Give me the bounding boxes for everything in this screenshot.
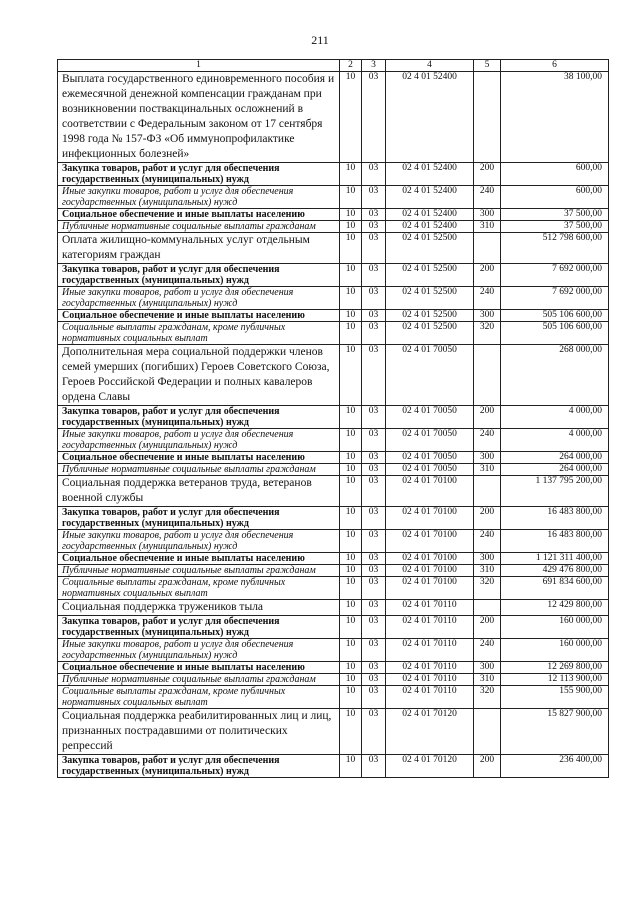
expense-type-code-cell: 300	[474, 662, 501, 674]
section-code-cell: 10	[340, 406, 362, 429]
expense-type-code-cell: 200	[474, 755, 501, 778]
amount-cell: 160 000,00	[501, 639, 609, 662]
section-code-cell: 10	[340, 686, 362, 709]
table-row	[58, 209, 609, 221]
item-name-cell: Дополнительная мера социальной поддержки членов семей умерших (погибших) Героев Советского Союза, Героев Российской Федерации и полных кавалеров ордена Славы	[58, 345, 340, 406]
table-row	[58, 577, 609, 600]
subsection-code-cell: 03	[362, 233, 386, 264]
item-name-cell: Иные закупки товаров, работ и услуг для обеспечения государственных (муниципальных) нужд	[58, 639, 340, 662]
section-code-cell: 10	[340, 464, 362, 476]
amount-cell: 600,00	[501, 163, 609, 186]
item-name-cell: Иные закупки товаров, работ и услуг для обеспечения государственных (муниципальных) нужд	[58, 530, 340, 553]
target-article-code-cell: 02 4 01 52500	[386, 264, 474, 287]
expense-type-code-cell	[474, 476, 501, 507]
expense-type-code-cell: 200	[474, 507, 501, 530]
amount-cell: 155 900,00	[501, 686, 609, 709]
subsection-code-cell: 03	[362, 429, 386, 452]
section-code-cell: 10	[340, 310, 362, 322]
budget-table	[57, 59, 609, 778]
subsection-code-cell: 03	[362, 565, 386, 577]
section-code-cell: 10	[340, 221, 362, 233]
table-row	[58, 221, 609, 233]
target-article-code-cell: 02 4 01 70100	[386, 577, 474, 600]
item-name-cell: Социальная поддержка реабилитированных лиц и лиц, признанных пострадавшими от политических репрессий	[58, 709, 340, 755]
table-row	[58, 72, 609, 163]
target-article-code-cell: 02 4 01 52500	[386, 287, 474, 310]
amount-cell: 600,00	[501, 186, 609, 209]
target-article-code-cell: 02 4 01 70100	[386, 565, 474, 577]
expense-type-code-cell: 300	[474, 310, 501, 322]
table-row	[58, 639, 609, 662]
subsection-code-cell: 03	[362, 322, 386, 345]
expense-type-code-cell: 300	[474, 452, 501, 464]
subsection-code-cell: 03	[362, 616, 386, 639]
target-article-code-cell: 02 4 01 70100	[386, 530, 474, 553]
amount-cell: 4 000,00	[501, 406, 609, 429]
section-code-cell: 10	[340, 709, 362, 755]
table-header-row	[58, 60, 609, 72]
expense-type-code-cell: 320	[474, 577, 501, 600]
target-article-code-cell: 02 4 01 52400	[386, 209, 474, 221]
target-article-code-cell: 02 4 01 70050	[386, 452, 474, 464]
amount-cell: 7 692 000,00	[501, 287, 609, 310]
table-row	[58, 345, 609, 406]
section-code-cell: 10	[340, 233, 362, 264]
expense-type-code-cell: 310	[474, 565, 501, 577]
amount-cell: 1 121 311 400,00	[501, 553, 609, 565]
target-article-code-cell: 02 4 01 70110	[386, 674, 474, 686]
subsection-code-cell: 03	[362, 577, 386, 600]
subsection-code-cell: 03	[362, 507, 386, 530]
section-code-cell: 10	[340, 600, 362, 616]
target-article-code-cell: 02 4 01 70050	[386, 406, 474, 429]
column-header: 2	[340, 60, 362, 72]
item-name-cell: Социальное обеспечение и иные выплаты населению	[58, 209, 340, 221]
table-row	[58, 310, 609, 322]
subsection-code-cell: 03	[362, 345, 386, 406]
subsection-code-cell: 03	[362, 476, 386, 507]
section-code-cell: 10	[340, 616, 362, 639]
item-name-cell: Социальные выплаты гражданам, кроме публичных нормативных социальных выплат	[58, 686, 340, 709]
expense-type-code-cell: 240	[474, 639, 501, 662]
section-code-cell: 10	[340, 345, 362, 406]
target-article-code-cell: 02 4 01 52500	[386, 310, 474, 322]
expense-type-code-cell: 200	[474, 616, 501, 639]
expense-type-code-cell	[474, 709, 501, 755]
item-name-cell: Иные закупки товаров, работ и услуг для обеспечения государственных (муниципальных) нужд	[58, 429, 340, 452]
section-code-cell: 10	[340, 507, 362, 530]
amount-cell: 1 137 795 200,00	[501, 476, 609, 507]
target-article-code-cell: 02 4 01 70050	[386, 345, 474, 406]
section-code-cell: 10	[340, 287, 362, 310]
section-code-cell: 10	[340, 662, 362, 674]
table-row	[58, 755, 609, 778]
amount-cell: 38 100,00	[501, 72, 609, 163]
expense-type-code-cell: 200	[474, 264, 501, 287]
section-code-cell: 10	[340, 72, 362, 163]
subsection-code-cell: 03	[362, 452, 386, 464]
item-name-cell: Закупка товаров, работ и услуг для обеспечения государственных (муниципальных) нужд	[58, 616, 340, 639]
table-row	[58, 163, 609, 186]
amount-cell: 37 500,00	[501, 221, 609, 233]
expense-type-code-cell: 320	[474, 322, 501, 345]
subsection-code-cell: 03	[362, 662, 386, 674]
item-name-cell: Социальные выплаты гражданам, кроме публичных нормативных социальных выплат	[58, 322, 340, 345]
column-header: 1	[58, 60, 340, 72]
item-name-cell: Социальная поддержка ветеранов труда, ветеранов военной службы	[58, 476, 340, 507]
amount-cell: 4 000,00	[501, 429, 609, 452]
amount-cell: 37 500,00	[501, 209, 609, 221]
column-header: 6	[501, 60, 609, 72]
table-row	[58, 600, 609, 616]
amount-cell: 268 000,00	[501, 345, 609, 406]
section-code-cell: 10	[340, 577, 362, 600]
expense-type-code-cell: 240	[474, 186, 501, 209]
target-article-code-cell: 02 4 01 52400	[386, 186, 474, 209]
item-name-cell: Публичные нормативные социальные выплаты гражданам	[58, 221, 340, 233]
amount-cell: 15 827 900,00	[501, 709, 609, 755]
subsection-code-cell: 03	[362, 406, 386, 429]
expense-type-code-cell	[474, 600, 501, 616]
subsection-code-cell: 03	[362, 530, 386, 553]
section-code-cell: 10	[340, 264, 362, 287]
expense-type-code-cell: 320	[474, 686, 501, 709]
section-code-cell: 10	[340, 209, 362, 221]
item-name-cell: Социальные выплаты гражданам, кроме публичных нормативных социальных выплат	[58, 577, 340, 600]
amount-cell: 7 692 000,00	[501, 264, 609, 287]
table-row	[58, 565, 609, 577]
item-name-cell: Социальная поддержка тружеников тыла	[58, 600, 340, 616]
subsection-code-cell: 03	[362, 755, 386, 778]
item-name-cell: Закупка товаров, работ и услуг для обеспечения государственных (муниципальных) нужд	[58, 264, 340, 287]
subsection-code-cell: 03	[362, 221, 386, 233]
target-article-code-cell: 02 4 01 70100	[386, 507, 474, 530]
table-row	[58, 507, 609, 530]
subsection-code-cell: 03	[362, 686, 386, 709]
item-name-cell: Оплата жилищно-коммунальных услуг отдельным категориям граждан	[58, 233, 340, 264]
section-code-cell: 10	[340, 553, 362, 565]
subsection-code-cell: 03	[362, 163, 386, 186]
section-code-cell: 10	[340, 476, 362, 507]
item-name-cell: Социальное обеспечение и иные выплаты населению	[58, 662, 340, 674]
table-row	[58, 464, 609, 476]
table-row	[58, 287, 609, 310]
section-code-cell: 10	[340, 565, 362, 577]
table-row	[58, 616, 609, 639]
target-article-code-cell: 02 4 01 52500	[386, 322, 474, 345]
table-row	[58, 686, 609, 709]
section-code-cell: 10	[340, 186, 362, 209]
item-name-cell: Иные закупки товаров, работ и услуг для обеспечения государственных (муниципальных) нужд	[58, 287, 340, 310]
section-code-cell: 10	[340, 674, 362, 686]
item-name-cell: Закупка товаров, работ и услуг для обеспечения государственных (муниципальных) нужд	[58, 507, 340, 530]
amount-cell: 16 483 800,00	[501, 507, 609, 530]
item-name-cell: Социальное обеспечение и иные выплаты населению	[58, 452, 340, 464]
amount-cell: 160 000,00	[501, 616, 609, 639]
expense-type-code-cell	[474, 72, 501, 163]
table-row	[58, 530, 609, 553]
expense-type-code-cell: 300	[474, 209, 501, 221]
table-row	[58, 709, 609, 755]
target-article-code-cell: 02 4 01 70100	[386, 553, 474, 565]
item-name-cell: Выплата государственного единовременного пособия и ежемесячной денежной компенсации гражданам при возникновении поствакцинальных осложнений в соответствии с Федеральным законом от 17 сентября 1998 года № 157-ФЗ «Об иммунопрофилактике инфекционных болезней»	[58, 72, 340, 163]
item-name-cell: Закупка товаров, работ и услуг для обеспечения государственных (муниципальных) нужд	[58, 755, 340, 778]
subsection-code-cell: 03	[362, 674, 386, 686]
section-code-cell: 10	[340, 163, 362, 186]
expense-type-code-cell: 240	[474, 287, 501, 310]
section-code-cell: 10	[340, 530, 362, 553]
subsection-code-cell: 03	[362, 310, 386, 322]
expense-type-code-cell: 310	[474, 674, 501, 686]
column-header: 3	[362, 60, 386, 72]
table-row	[58, 452, 609, 464]
expense-type-code-cell: 300	[474, 553, 501, 565]
subsection-code-cell: 03	[362, 709, 386, 755]
amount-cell: 264 000,00	[501, 452, 609, 464]
amount-cell: 512 798 600,00	[501, 233, 609, 264]
subsection-code-cell: 03	[362, 553, 386, 565]
table-row	[58, 674, 609, 686]
target-article-code-cell: 02 4 01 70110	[386, 600, 474, 616]
subsection-code-cell: 03	[362, 600, 386, 616]
amount-cell: 429 476 800,00	[501, 565, 609, 577]
amount-cell: 236 400,00	[501, 755, 609, 778]
page-number: 211	[311, 33, 329, 47]
subsection-code-cell: 03	[362, 186, 386, 209]
target-article-code-cell: 02 4 01 70050	[386, 464, 474, 476]
expense-type-code-cell: 310	[474, 221, 501, 233]
table-row	[58, 322, 609, 345]
amount-cell: 12 269 800,00	[501, 662, 609, 674]
target-article-code-cell: 02 4 01 70110	[386, 686, 474, 709]
subsection-code-cell: 03	[362, 639, 386, 662]
amount-cell: 16 483 800,00	[501, 530, 609, 553]
section-code-cell: 10	[340, 429, 362, 452]
item-name-cell: Закупка товаров, работ и услуг для обеспечения государственных (муниципальных) нужд	[58, 163, 340, 186]
item-name-cell: Публичные нормативные социальные выплаты гражданам	[58, 464, 340, 476]
expense-type-code-cell: 200	[474, 163, 501, 186]
table-row	[58, 264, 609, 287]
section-code-cell: 10	[340, 639, 362, 662]
amount-cell: 12 429 800,00	[501, 600, 609, 616]
target-article-code-cell: 02 4 01 70050	[386, 429, 474, 452]
item-name-cell: Закупка товаров, работ и услуг для обеспечения государственных (муниципальных) нужд	[58, 406, 340, 429]
item-name-cell: Социальное обеспечение и иные выплаты населению	[58, 310, 340, 322]
table-row	[58, 186, 609, 209]
table-row	[58, 662, 609, 674]
target-article-code-cell: 02 4 01 70110	[386, 616, 474, 639]
target-article-code-cell: 02 4 01 70110	[386, 662, 474, 674]
subsection-code-cell: 03	[362, 464, 386, 476]
expense-type-code-cell: 310	[474, 464, 501, 476]
expense-type-code-cell: 240	[474, 429, 501, 452]
target-article-code-cell: 02 4 01 70120	[386, 755, 474, 778]
amount-cell: 691 834 600,00	[501, 577, 609, 600]
table-row	[58, 233, 609, 264]
target-article-code-cell: 02 4 01 52500	[386, 233, 474, 264]
subsection-code-cell: 03	[362, 264, 386, 287]
section-code-cell: 10	[340, 452, 362, 464]
expense-type-code-cell	[474, 345, 501, 406]
column-header: 4	[386, 60, 474, 72]
subsection-code-cell: 03	[362, 72, 386, 163]
table-row	[58, 553, 609, 565]
table-row	[58, 476, 609, 507]
column-header: 5	[474, 60, 501, 72]
target-article-code-cell: 02 4 01 52400	[386, 221, 474, 233]
section-code-cell: 10	[340, 755, 362, 778]
target-article-code-cell: 02 4 01 70120	[386, 709, 474, 755]
expense-type-code-cell	[474, 233, 501, 264]
item-name-cell: Публичные нормативные социальные выплаты гражданам	[58, 565, 340, 577]
target-article-code-cell: 02 4 01 52400	[386, 72, 474, 163]
expense-type-code-cell: 200	[474, 406, 501, 429]
item-name-cell: Иные закупки товаров, работ и услуг для обеспечения государственных (муниципальных) нужд	[58, 186, 340, 209]
target-article-code-cell: 02 4 01 70110	[386, 639, 474, 662]
table-row	[58, 429, 609, 452]
section-code-cell: 10	[340, 322, 362, 345]
amount-cell: 505 106 600,00	[501, 310, 609, 322]
subsection-code-cell: 03	[362, 209, 386, 221]
subsection-code-cell: 03	[362, 287, 386, 310]
expense-type-code-cell: 240	[474, 530, 501, 553]
amount-cell: 12 113 900,00	[501, 674, 609, 686]
target-article-code-cell: 02 4 01 52400	[386, 163, 474, 186]
target-article-code-cell: 02 4 01 70100	[386, 476, 474, 507]
item-name-cell: Социальное обеспечение и иные выплаты населению	[58, 553, 340, 565]
amount-cell: 505 106 600,00	[501, 322, 609, 345]
table-row	[58, 406, 609, 429]
item-name-cell: Публичные нормативные социальные выплаты гражданам	[58, 674, 340, 686]
amount-cell: 264 000,00	[501, 464, 609, 476]
